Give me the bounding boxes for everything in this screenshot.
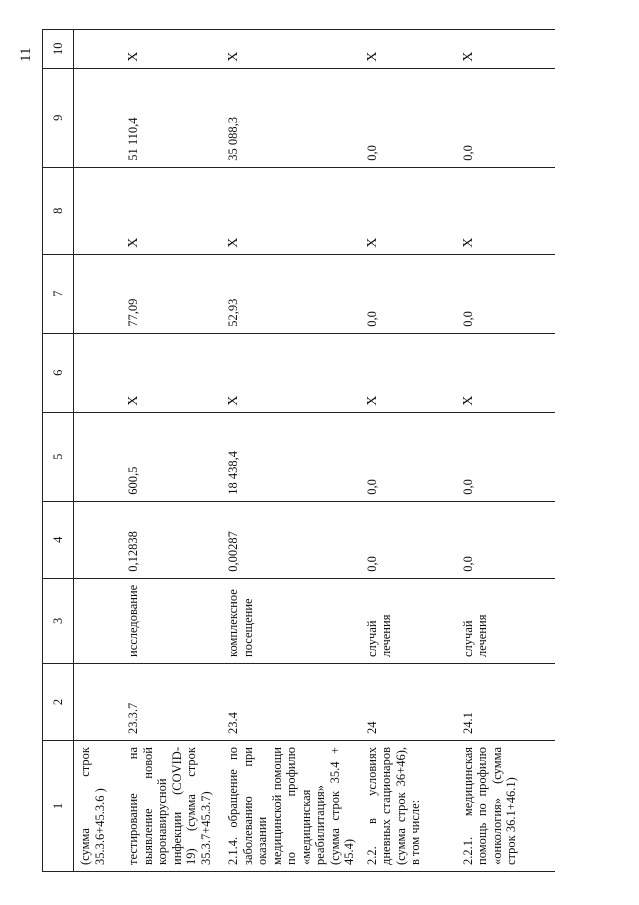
column-header-8: 8 xyxy=(43,167,74,254)
cell-line-code: 23.4 xyxy=(222,664,361,741)
cell-col8: Х xyxy=(222,167,361,254)
cell-col6: Х xyxy=(361,333,457,412)
cell-col9: 0,0 xyxy=(457,68,555,167)
row-label: 2.1.4. обращение по заболеванию при оказании медицинской помощи по профилю «медицинская реабилитация» (сумма строк 35.4 + 45.4) xyxy=(222,741,361,872)
cell-col6: Х xyxy=(222,333,361,412)
table-row xyxy=(222,29,361,871)
cell-col8: Х xyxy=(122,167,222,254)
cell-col10: Х xyxy=(457,29,555,68)
cell-col5: 0,0 xyxy=(361,412,457,501)
page-number: 11 xyxy=(18,47,34,62)
row-label: (сумма строк 35.3.6+45.3.6 ) xyxy=(74,741,123,872)
cell-unit: исследование xyxy=(122,578,222,663)
cell-col10: Х xyxy=(222,29,361,68)
cell-unit: случай лечения xyxy=(361,578,457,663)
column-header-3: 3 xyxy=(43,578,74,663)
column-number-row xyxy=(43,29,74,871)
cell-col9: 35 088,3 xyxy=(222,68,361,167)
column-header-9: 9 xyxy=(43,68,74,167)
cell-col9: 51 110,4 xyxy=(122,68,222,167)
column-header-10: 10 xyxy=(43,29,74,68)
cell-line-code: 23.3.7 xyxy=(122,664,222,741)
cell-col8 xyxy=(74,167,123,254)
cell-unit xyxy=(74,578,123,663)
financial-table xyxy=(42,29,555,872)
column-header-1: 1 xyxy=(43,741,74,872)
cell-col5 xyxy=(74,412,123,501)
column-header-6: 6 xyxy=(43,333,74,412)
cell-col7: 0,0 xyxy=(457,254,555,333)
cell-col5: 18 438,4 xyxy=(222,412,361,501)
column-header-4: 4 xyxy=(43,501,74,578)
cell-col10 xyxy=(74,29,123,68)
column-header-5: 5 xyxy=(43,412,74,501)
cell-col4: 0,0 xyxy=(361,501,457,578)
table-row xyxy=(122,29,222,871)
cell-col9: 0,0 xyxy=(361,68,457,167)
cell-col7: 0,0 xyxy=(361,254,457,333)
cell-col4: 0,12838 xyxy=(122,501,222,578)
cell-col4: 0,00287 xyxy=(222,501,361,578)
cell-col5: 600,5 xyxy=(122,412,222,501)
cell-unit: случай лечения xyxy=(457,578,555,663)
cell-col5: 0,0 xyxy=(457,412,555,501)
cell-col4: 0,0 xyxy=(457,501,555,578)
cell-unit: комплексное посещение xyxy=(222,578,361,663)
cell-line-code xyxy=(74,664,123,741)
cell-col6: Х xyxy=(122,333,222,412)
cell-col7 xyxy=(74,254,123,333)
cell-col6: Х xyxy=(457,333,555,412)
cell-col8: Х xyxy=(361,167,457,254)
row-label: 2.2.1. медицинская помощь по профилю «онкология» (сумма строк 36.1+46.1) xyxy=(457,741,555,872)
cell-col6 xyxy=(74,333,123,412)
column-header-2: 2 xyxy=(43,664,74,741)
cell-line-code: 24.1 xyxy=(457,664,555,741)
table-row xyxy=(74,29,123,871)
column-header-7: 7 xyxy=(43,254,74,333)
row-label: 2.2. в условиях дневных стационаров (сумма строк 36+46), в том числе: xyxy=(361,741,457,872)
table-row xyxy=(361,29,457,871)
cell-col9 xyxy=(74,68,123,167)
cell-col4 xyxy=(74,501,123,578)
cell-col7: 52,93 xyxy=(222,254,361,333)
cell-col7: 77,09 xyxy=(122,254,222,333)
row-label: тестирование на выявление новой коронавирусной инфекции (COVID-19) (сумма строк 35.3.7+45.3.7) xyxy=(122,741,222,872)
cell-col10: Х xyxy=(361,29,457,68)
table-row xyxy=(457,29,555,871)
cell-col8: Х xyxy=(457,167,555,254)
cell-col10: Х xyxy=(122,29,222,68)
cell-line-code: 24 xyxy=(361,664,457,741)
